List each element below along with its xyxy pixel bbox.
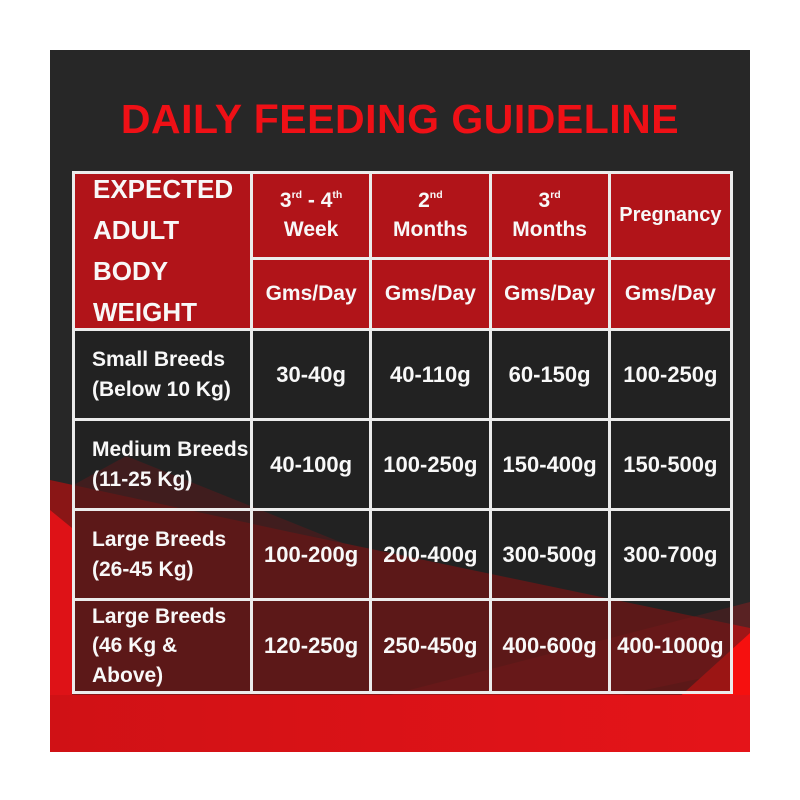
- breed-name: Small Breeds: [92, 348, 226, 372]
- unit-cell-week-3-4: Gms/Day: [253, 260, 372, 331]
- unit-cell-month-3: Gms/Day: [492, 260, 611, 331]
- feeding-table: [72, 171, 733, 694]
- value-cell: 30-40g: [253, 331, 372, 421]
- column-header-pregnancy: [611, 174, 730, 260]
- value-cell: 100-200g: [253, 511, 372, 601]
- value-cell: 100-250g: [372, 421, 491, 511]
- value-cell: 250-450g: [372, 601, 491, 691]
- column-period-line1: 3rd: [538, 188, 561, 213]
- breed-name: Large Breeds: [92, 528, 227, 552]
- unit-cell-pregnancy: Gms/Day: [611, 260, 730, 331]
- column-period-line1: 3rd - 4th: [279, 188, 343, 213]
- value-cell: 400-1000g: [611, 601, 730, 691]
- column-header-month-3: [492, 174, 611, 260]
- column-period-line1: Pregnancy: [619, 204, 722, 226]
- value-cell: 200-400g: [372, 511, 491, 601]
- value-cell: 100-250g: [611, 331, 730, 421]
- breed-name: Medium Breeds: [92, 438, 249, 462]
- column-header-week-3-4: [253, 174, 372, 260]
- value-cell: 150-500g: [611, 421, 730, 511]
- corner-header-cell: [75, 174, 253, 331]
- breed-weight-range: (Below 10 Kg): [92, 377, 231, 401]
- row-label-large-breeds-46-above: [75, 601, 253, 691]
- page-title: DAILY FEEDING GUIDELINE: [120, 96, 680, 142]
- column-period-line2: Months: [512, 217, 587, 241]
- value-cell: 150-400g: [492, 421, 611, 511]
- row-label-small-breeds: [75, 331, 253, 421]
- feeding-guideline-card: [50, 50, 750, 752]
- column-period-line1: 2nd: [418, 188, 443, 213]
- unit-cell-month-2: Gms/Day: [372, 260, 491, 331]
- column-period-line2: Week: [283, 217, 339, 241]
- column-header-month-2: [372, 174, 491, 260]
- value-cell: 400-600g: [492, 601, 611, 691]
- value-cell: 300-700g: [611, 511, 730, 601]
- breed-weight-range: (26-45 Kg): [92, 557, 194, 581]
- breed-weight-range: (46 Kg & Above): [92, 634, 178, 687]
- value-cell: 120-250g: [253, 601, 372, 691]
- column-period-line2: Months: [393, 217, 468, 241]
- value-cell: 40-100g: [253, 421, 372, 511]
- row-label-medium-breeds: [75, 421, 253, 511]
- row-label-large-breeds-26-45: [75, 511, 253, 601]
- bottom-red-band: [50, 695, 750, 752]
- corner-header-text: EXPECTED ADULT BODY WEIGHT: [93, 173, 234, 328]
- breed-weight-range: (11-25 Kg): [92, 467, 193, 491]
- value-cell: 300-500g: [492, 511, 611, 601]
- value-cell: 60-150g: [492, 331, 611, 421]
- breed-name: Large Breeds: [92, 604, 227, 628]
- value-cell: 40-110g: [372, 331, 491, 421]
